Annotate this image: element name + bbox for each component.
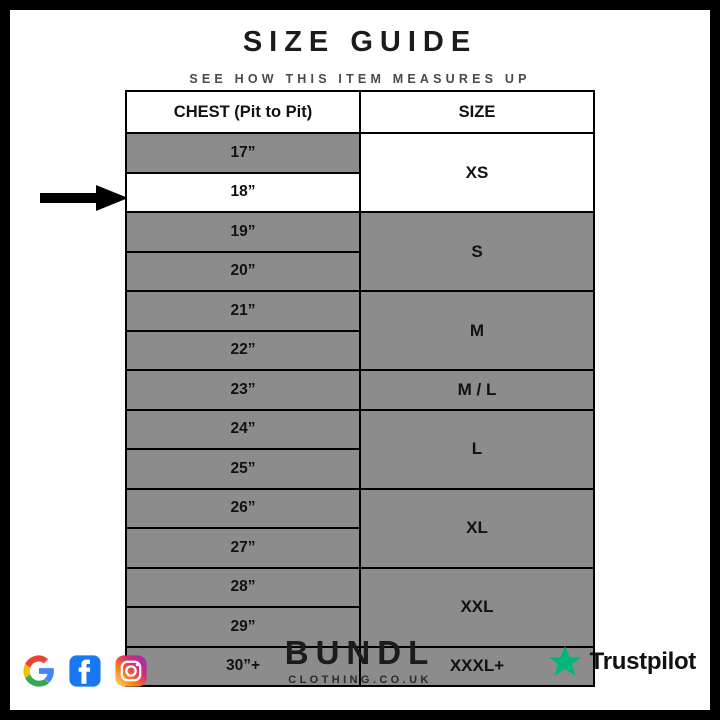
cell-chest: 29” <box>126 607 360 647</box>
table-row <box>126 291 594 331</box>
cell-chest: 24” <box>126 410 360 450</box>
cell-chest: 26” <box>126 489 360 529</box>
cell-size: S <box>360 212 594 291</box>
cell-chest: 23” <box>126 370 360 410</box>
table-body <box>126 133 594 686</box>
cell-size: XXL <box>360 568 594 647</box>
size-chart-wrapper <box>125 90 595 687</box>
size-chart-table <box>125 90 595 687</box>
brand-name: BUNDL <box>284 634 436 672</box>
cell-chest: 21” <box>126 291 360 331</box>
table-row <box>126 410 594 450</box>
table-row <box>126 489 594 529</box>
cell-chest: 20” <box>126 252 360 292</box>
cell-chest: 25” <box>126 449 360 489</box>
cell-size: XS <box>360 133 594 212</box>
table-row <box>126 212 594 252</box>
star-icon <box>547 644 583 680</box>
pointer-arrow-icon <box>40 185 128 211</box>
cell-size: XXXL+ <box>360 647 594 687</box>
table-row <box>126 133 594 173</box>
cell-chest: 28” <box>126 568 360 608</box>
cell-chest: 22” <box>126 331 360 371</box>
table-row <box>126 370 594 410</box>
table-header-row <box>126 91 594 133</box>
column-header-chest: CHEST (Pit to Pit) <box>126 91 360 133</box>
cell-chest: 30”+ <box>126 647 360 687</box>
table-row <box>126 568 594 608</box>
cell-size: L <box>360 410 594 489</box>
cell-size: M / L <box>360 370 594 410</box>
cell-size: XL <box>360 489 594 568</box>
column-header-size: SIZE <box>360 91 594 133</box>
page-subtitle: SEE HOW THIS ITEM MEASURES UP <box>189 72 531 86</box>
cell-chest: 17” <box>126 133 360 173</box>
footer <box>10 624 710 692</box>
trustpilot-badge[interactable] <box>547 644 696 680</box>
cell-chest: 27” <box>126 528 360 568</box>
size-guide-card <box>10 10 710 710</box>
trustpilot-label: Trustpilot <box>589 648 696 675</box>
brand-domain: CLOTHING.CO.UK <box>288 674 432 686</box>
cell-chest: 19” <box>126 212 360 252</box>
cell-size: M <box>360 291 594 370</box>
cell-chest: 18” <box>126 173 360 213</box>
page-title: SIZE GUIDE <box>242 26 478 58</box>
